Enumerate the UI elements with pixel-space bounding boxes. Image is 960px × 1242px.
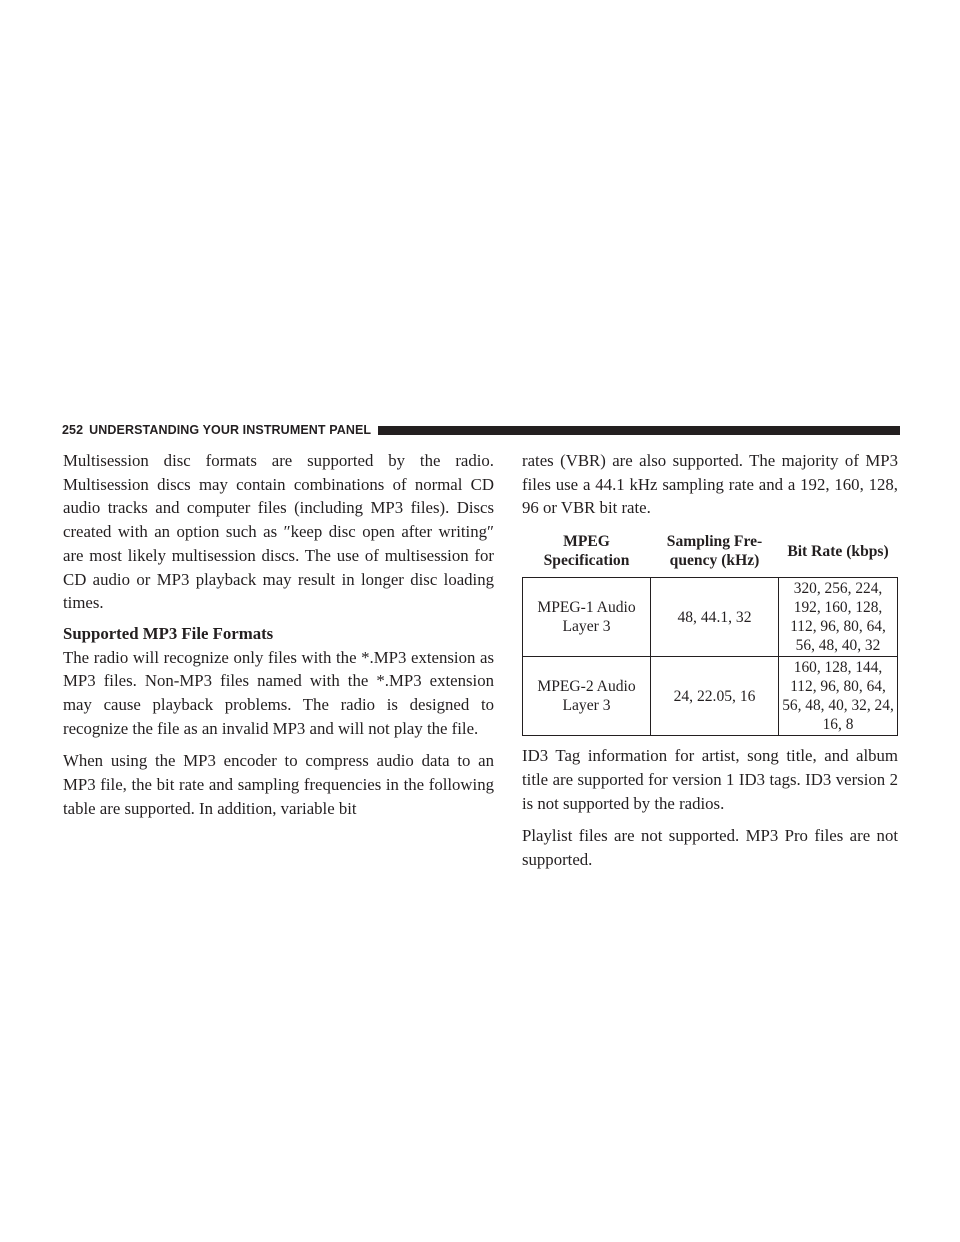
playlist-paragraph: Playlist files are not supported. MP3 Pro files are not supported. [522,826,898,869]
header-sampling-frequency: Sampling Frequency (kHz) [666,533,763,570]
page-header [62,421,900,439]
table-header-row [523,529,898,578]
multisession-paragraph: Multisession disc formats are supported by the radio. Multisession discs may contain combinations of normal CD audio tracks and computer files (including MP3 files). Discs created with an option such as ″keep disc open after writing″ are most likely multisession discs. The use of multisession for CD audio or MP3 playback may result in longer disc loading times. [63,451,494,613]
table-row [523,578,898,657]
header-bit-rate: Bit Rate (kbps) [787,542,889,560]
right-column [522,449,898,872]
sampling-frequency-cell: 48, 44.1, 32 [651,578,779,657]
id3-paragraph: ID3 Tag information for artist, song title, and album title are supported for version 1 ID3 tags. ID3 version 2 is not supported by the radios. [522,746,898,813]
bit-rate-cell: 320, 256, 224, 192, 160, 128, 112, 96, 80, 64, 56, 48, 40, 32 [779,578,898,657]
bit-rate-cell: 160, 128, 144, 112, 96, 80, 64, 56, 48, 40, 32, 24, 16, 8 [779,657,898,736]
header-rule [378,426,900,435]
encoder-paragraph: When using the MP3 encoder to compress audio data to an MP3 file, the bit rate and sampling frequencies in the following table are supported. In addition, variable bit [63,751,494,818]
table-row [523,657,898,736]
section-title: UNDERSTANDING YOUR INSTRUMENT PANEL [89,423,372,437]
page-number: 252 [62,423,84,437]
left-column [63,449,494,821]
mpeg-spec-cell: MPEG-1 Audio Layer 3 [523,578,651,657]
vbr-paragraph: rates (VBR) are also supported. The majority of MP3 files use a 44.1 kHz sampling rate and a 192, 160, 128, 96 or VBR bit rate. [522,451,898,518]
header-mpeg-spec: MPEG Specification [543,533,630,570]
mp3-formats-heading: Supported MP3 File Formats [63,623,274,643]
sampling-frequency-cell: 24, 22.05, 16 [651,657,779,736]
mp3-extension-paragraph: The radio will recognize only files with the *.MP3 extension as MP3 files. Non-MP3 files named with the *.MP3 extension may cause playback problems. The radio is designed to recognize the file as an invalid MP3 and will not play the file. [63,647,494,738]
mp3-spec-table [522,529,898,736]
mpeg-spec-cell: MPEG-2 Audio Layer 3 [523,657,651,736]
